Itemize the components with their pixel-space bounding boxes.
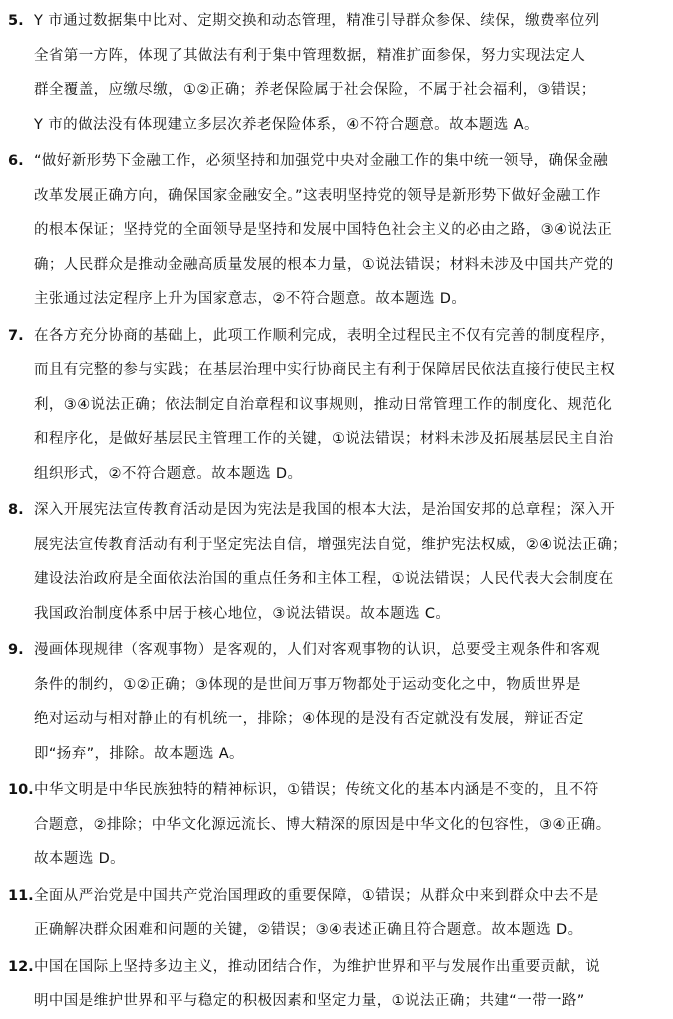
text-line: 全面从严治党是中国共产党治国理政的重要保障，①错误；从群众中来到群众中去不是 (34, 887, 599, 904)
answer-item-7 (8, 319, 663, 492)
item-text (34, 633, 663, 771)
item-number: 8. (8, 502, 24, 518)
text-line: 在各方充分协商的基础上，此项工作顺利完成，表明全过程民主不仅有完善的制度程序， (34, 327, 616, 344)
text-line: 我国政治制度体系中居于核心地位，③说法错误。故本题选 C。 (34, 605, 451, 622)
item-text (34, 144, 663, 317)
item-text (34, 773, 663, 877)
text-line: 建设法治政府是全面依法治国的重点任务和主体工程，①说法错误；人民代表大会制度在 (34, 571, 614, 587)
answer-item-8 (8, 493, 663, 631)
text-line: 的根本保证；坚持党的全面领导是坚持和发展中国特色社会主义的必由之路，③④说法正 (34, 222, 613, 238)
text-line: 全省第一方阵，体现了其做法有利于集中管理数据，精准扩面参保，努力实现法定人 (34, 47, 586, 64)
text-line: 漫画体现规律（客观事物）是客观的，人们对客观事物的认识，总要受主观条件和客观 (34, 642, 601, 658)
item-number: 5. (8, 13, 24, 29)
text-line: 展宪法宣传教育活动有利于坚定宪法自信，增强宪法自觉，维护宪法权威，②④说法正确； (34, 536, 627, 553)
text-line: 即“扬弃”，排除。故本题选 A。 (34, 745, 244, 762)
text-line: 改革发展正确方向，确保国家金融安全。”这表明坚持党的领导是新形势下做好金融工作 (34, 187, 601, 204)
text-line: 中华文明是中华民族独特的精神标识，①错误；传统文化的基本内涵是不变的，且不符 (34, 782, 599, 798)
item-number: 11. (8, 887, 34, 904)
item-text (34, 4, 663, 142)
item-text (34, 879, 663, 948)
answer-item-10 (8, 773, 663, 877)
text-line: 绝对运动与相对静止的有机统一，排除；④体现的是没有否定就没有发展，辩证否定 (34, 711, 584, 727)
answer-item-11 (8, 879, 663, 948)
item-text (34, 319, 663, 492)
text-line: 组织形式，②不符合题意。故本题选 D。 (34, 465, 303, 482)
text-line: 和程序化，是做好基层民主管理工作的关键，①说法错误；材料未涉及拓展基层民主自治 (34, 431, 614, 447)
item-number: 7. (8, 327, 24, 344)
item-text (34, 493, 663, 631)
text-line: 确；人民群众是推动金融高质量发展的根本力量，①说法错误；材料未涉及中国共产党的 (34, 256, 614, 273)
text-line: 中国在国际上坚持多边主义，推动团结合作，为维护世界和平与发展作出重要贡献，说 (34, 958, 601, 975)
item-number: 10. (8, 782, 34, 798)
answer-item-9 (8, 633, 663, 771)
text-line: 明中国是维护世界和平与稳定的积极因素和坚定力量，①说法正确；共建“一带一路” (34, 993, 585, 1009)
text-line: 深入开展宪法宣传教育活动是因为宪法是我国的根本大法，是治国安邦的总章程；深入开 (34, 502, 616, 518)
text-line: Y 市的做法没有体现建立多层次养老保险体系，④不符合题意。故本题选 A。 (34, 116, 539, 133)
answer-item-5 (8, 4, 663, 142)
text-line: 而且有完整的参与实践；在基层治理中实行协商民主有利于保障居民依法直接行使民主权 (34, 362, 616, 378)
text-line: 合题意，②排除；中华文化源远流长、博大精深的原因是中华文化的包容性，③④正确。 (34, 816, 611, 833)
text-line: 条件的制约，①②正确；③体现的是世间万事万物都处于运动变化之中，物质世界是 (34, 676, 581, 693)
text-line: 利，③④说法正确；依法制定自治章程和议事规则，推动日常管理工作的制度化、规范化 (34, 396, 613, 413)
answer-item-12 (8, 950, 663, 1019)
text-line: 群全覆盖，应缴尽缴，①②正确；养老保险属于社会保险，不属于社会福利，③错误； (34, 82, 596, 98)
text-line: 主张通过法定程序上升为国家意志，②不符合题意。故本题选 D。 (34, 291, 467, 307)
text-line: “做好新形势下金融工作，必须坚持和加强党中央对金融工作的集中统一领导，确保金融 (34, 153, 609, 169)
item-number: 6. (8, 153, 24, 169)
item-number: 9. (8, 642, 24, 658)
answer-item-6 (8, 144, 663, 317)
text-line: 故本题选 D。 (34, 851, 126, 867)
text-line: 正确解决群众困难和问题的关键，②错误；③④表述正确且符合题意。故本题选 D。 (34, 922, 583, 938)
item-text (34, 950, 663, 1019)
text-line: Y 市通过数据集中比对、定期交换和动态管理，精准引导群众参保、续保，缴费率位列 (34, 13, 600, 29)
item-number: 12. (8, 958, 34, 975)
